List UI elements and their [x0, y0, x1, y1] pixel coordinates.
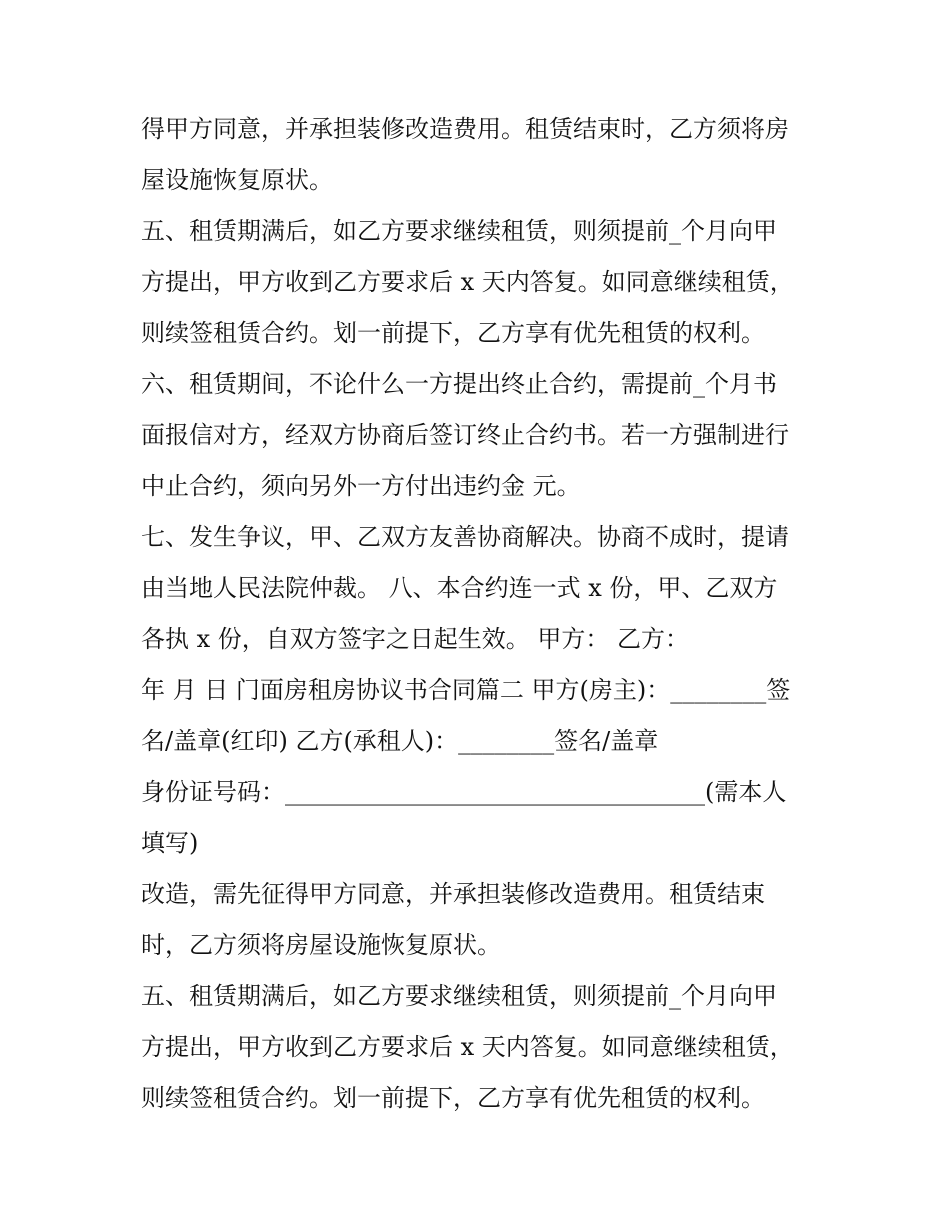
text-line: 面报信对方，经双方协商后签订终止合约书。若一方强制进行 — [141, 421, 789, 449]
text-line: 由当地人民法院仲裁。 八、本合约连一式 x 份，甲、乙双方 — [141, 574, 778, 602]
text-line: 七、发生争议，甲、乙双方友善协商解决。协商不成时，提请 — [141, 523, 789, 551]
text-line: 屋设施恢复原状。 — [141, 166, 333, 194]
text-line: 五、租赁期满后，如乙方要求继续租赁，则须提前_个月向甲 — [141, 982, 777, 1010]
text-line: 名/盖章(红印) 乙方(承租人)：________签名/盖章 — [141, 727, 659, 755]
text-line: 方提出，甲方收到乙方要求后 x 天内答复。如同意继续租赁， — [141, 268, 794, 296]
document-body — [141, 104, 821, 1124]
text-line: 六、租赁期间，不论什么一方提出终止合约，需提前_个月书 — [141, 370, 777, 398]
text-line: 时，乙方须将房屋设施恢复原状。 — [141, 931, 501, 959]
text-line: 方提出，甲方收到乙方要求后 x 天内答复。如同意继续租赁， — [141, 1033, 794, 1061]
text-line: 则续签租赁合约。划一前提下，乙方享有优先租赁的权利。 — [141, 1084, 765, 1112]
text-line: 身份证号码：___________________________________(需本人 — [141, 778, 787, 806]
text-line: 年 月 日 门面房租房协议书合同篇二 甲方(房主)：________签 — [141, 676, 791, 704]
text-line: 得甲方同意，并承担装修改造费用。租赁结束时，乙方须将房 — [141, 115, 789, 143]
text-line: 五、租赁期满后，如乙方要求继续租赁，则须提前_个月向甲 — [141, 217, 777, 245]
text-line: 改造，需先征得甲方同意，并承担装修改造费用。租赁结束 — [141, 880, 765, 908]
text-line: 则续签租赁合约。划一前提下，乙方享有优先租赁的权利。 — [141, 319, 765, 347]
text-line: 中止合约，须向另外一方付出违约金 元。 — [141, 472, 581, 500]
text-line: 填写) — [141, 829, 199, 857]
text-line: 各执 x 份，自双方签字之日起生效。 甲方： 乙方： — [141, 625, 690, 653]
